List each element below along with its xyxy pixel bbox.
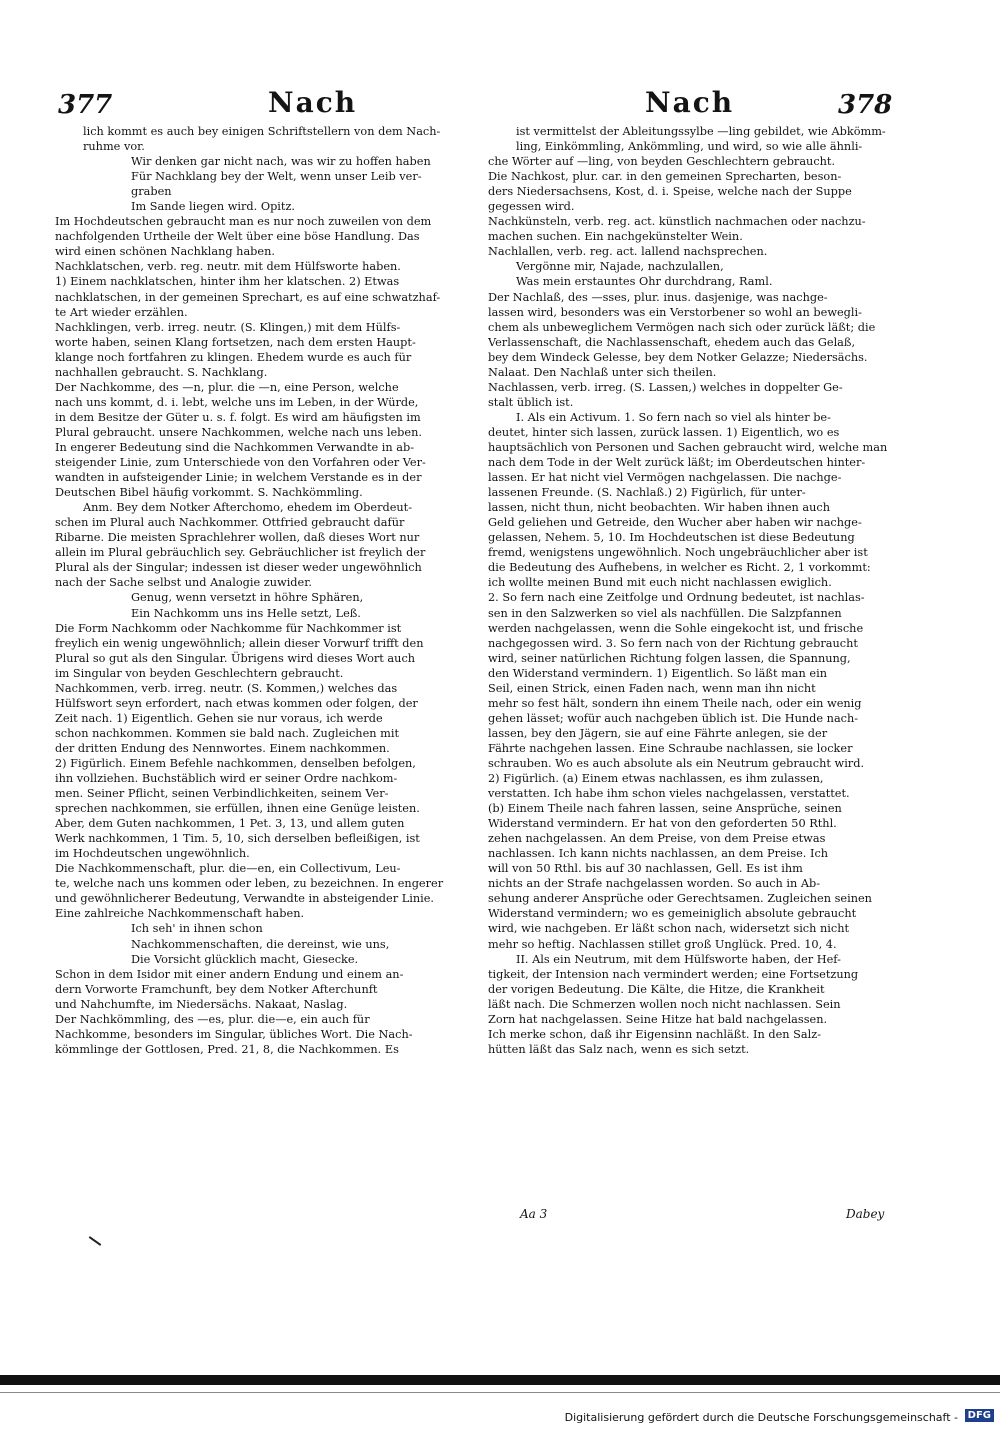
- text-line: nach dem Tode in der Welt zurück läßt; im Oberdeutschen hinter-: [488, 456, 866, 470]
- text-line: und gewöhnlicherer Bedeutung, Verwandte in absteigender Linie.: [55, 892, 434, 906]
- text-line: Ein Nachkomm uns ins Helle setzt, Leß.: [131, 606, 361, 620]
- text-line: mehr so heftig. Nachlassen stillet groß Unglück. Pred. 10, 4.: [488, 937, 837, 951]
- text-line: den Widerstand vermindern. 1) Eigentlich. So läßt man ein: [488, 666, 827, 680]
- text-line: der vorigen Bedeutung. Die Kälte, die Hitze, die Krankheit: [488, 982, 825, 996]
- text-line: nachfolgenden Urtheile der Welt über eine böse Handlung. Das: [55, 230, 420, 244]
- text-line: nachlassen. Ich kann nichts nachlassen, an dem Preise. Ich: [488, 847, 829, 861]
- text-line: Plural gebraucht. unsere Nachkommen, welche nach uns leben.: [55, 425, 422, 439]
- text-line: Nachklatschen, verb. reg. neutr. mit dem Hülfsworte haben.: [55, 260, 401, 274]
- text-line: lassen, nicht thun, nicht beobachten. Wir haben ihnen auch: [488, 501, 830, 515]
- text-line: zehen nachgelassen. An dem Preise, von dem Preise etwas: [488, 832, 826, 846]
- text-line: ders Niedersachsens, Kost, d. i. Speise, welche nach der Suppe: [488, 185, 852, 199]
- text-line: schrauben. Wo es auch absolute als ein Neutrum gebraucht wird.: [488, 756, 865, 770]
- text-line: (b) Einem Theile nach fahren lassen, seine Ansprüche, seinen: [488, 802, 842, 816]
- text-line: 1) Einem nachklatschen, hinter ihm her klatschen. 2) Etwas: [55, 275, 400, 289]
- text-line: Der Nachkomme, des —n, plur. die —n, eine Person, welche: [55, 380, 399, 394]
- text-line: fremd, wenigstens ungewöhnlich. Noch ungebräuchlicher aber ist: [488, 546, 868, 560]
- text-line: lassen, bey den Jägern, sie auf eine Fährte anlegen, sie der: [488, 726, 828, 740]
- text-line: wandten in aufsteigender Linie; in welchem Verstande es in der: [55, 471, 422, 485]
- text-line: sen in den Salzwerken so viel als nachfüllen. Die Salzpfannen: [488, 606, 842, 620]
- text-line: Aber, dem Guten nachkommen, 1 Pet. 3, 13, und allem guten: [55, 817, 405, 831]
- catchword: Dabey: [846, 1207, 885, 1221]
- bottom-rule-thin: [0, 1392, 1000, 1393]
- text-line: ihn vollziehen. Buchstäblich wird er seiner Ordre nachkom-: [55, 772, 398, 786]
- text-line: nachgegossen wird. 3. So fern nach von der Richtung gebraucht: [488, 636, 858, 650]
- text-line: ling, Einkömmling, Ankömmling, und wird, so wie alle ähnli-: [516, 140, 863, 154]
- text-line: Ich seh' in ihnen schon: [131, 922, 263, 936]
- text-line: Der Nachlaß, des —sses, plur. inus. dasjenige, was nachge-: [488, 290, 828, 304]
- signature-mark: Aa 3: [520, 1207, 548, 1221]
- text-line: Nachkommen, verb. irreg. neutr. (S. Kommen,) welches das: [55, 681, 398, 695]
- text-line: Ribarne. Die meisten Sprachlehrer wollen, daß dieses Wort nur: [55, 531, 420, 545]
- text-line: in dem Besitze der Güter u. s. f. folgt. Es wird am häufigsten im: [55, 410, 421, 424]
- text-line: Die Nachkommenschaft, plur. die—en, ein Collectivum, Leu-: [55, 862, 401, 876]
- text-line: 2. So fern nach eine Zeitfolge und Ordnung bedeutet, ist nachlas-: [488, 591, 865, 605]
- text-line: II. Als ein Neutrum, mit dem Hülfsworte haben, der Hef-: [516, 952, 841, 966]
- text-line: kömmlinge der Gottlosen, Pred. 21, 8, die Nachkommen. Es: [55, 1042, 399, 1056]
- left-column: [55, 124, 475, 1057]
- margin-mark: [89, 1236, 102, 1246]
- text-line: machen suchen. Ein nachgekünstelter Wein.: [488, 230, 743, 244]
- text-line: 2) Figürlich. (a) Einem etwas nachlassen, es ihm zulassen,: [488, 772, 824, 786]
- text-line: allein im Plural gebräuchlich sey. Gebräuchlicher ist freylich der: [55, 546, 426, 560]
- text-line: I. Als ein Activum. 1. So fern nach so viel als hinter be-: [516, 410, 831, 424]
- text-line: Wir denken gar nicht nach, was wir zu hoffen haben: [131, 155, 431, 169]
- text-line: Nalaat. Den Nachlaß unter sich theilen.: [488, 365, 717, 379]
- text-line: Nachlassen, verb. irreg. (S. Lassen,) welches in doppelter Ge-: [488, 380, 843, 394]
- text-line: wird, wie nachgeben. Er läßt schon nach, widersetzt sich nicht: [488, 922, 850, 936]
- text-line: sehung anderer Ansprüche oder Gerechtsamen. Zugleichen seinen: [488, 892, 872, 906]
- text-line: Die Vorsicht glücklich macht, Giesecke.: [131, 952, 359, 966]
- text-line: Widerstand vermindern; wo es gemeiniglich absolute gebraucht: [488, 907, 857, 921]
- text-line: Fährte nachgehen lassen. Eine Schraube nachlassen, sie locker: [488, 741, 853, 755]
- text-line: Deutschen Bibel häufig vorkommt. S. Nachkömmling.: [55, 486, 363, 500]
- page-number-left: 377: [58, 90, 113, 120]
- text-line: im Hochdeutschen ungewöhnlich.: [55, 847, 250, 861]
- text-line: ruhme vor.: [83, 140, 145, 154]
- text-line: stalt üblich ist.: [488, 395, 574, 409]
- text-line: te, welche nach uns kommen oder leben, zu bezeichnen. In engerer: [55, 877, 444, 891]
- text-line: lassenen Freunde. (S. Nachlaß.) 2) Figürlich, für unter-: [488, 486, 806, 500]
- text-line: der dritten Endung des Nennwortes. Einem nachkommen.: [55, 741, 390, 755]
- text-line: Plural als der Singular; indessen ist dieser weder ungewöhnlich: [55, 561, 422, 575]
- text-line: te Art wieder erzählen.: [55, 305, 188, 319]
- text-line: gegessen wird.: [488, 200, 575, 214]
- text-line: ist vermittelst der Ableitungssylbe —ling gebildet, wie Abkömm-: [516, 125, 886, 138]
- text-line: nachklatschen, in der gemeinen Sprechart, es auf eine schwatzhaf-: [55, 290, 441, 304]
- text-line: schen im Plural auch Nachkommer. Ottfried gebraucht dafür: [55, 516, 405, 530]
- text-line: Nachkomme, besonders im Singular, übliches Wort. Die Nach-: [55, 1027, 413, 1041]
- text-line: Vergönne mir, Najade, nachzulallen,: [516, 260, 724, 274]
- digitization-credit: Digitalisierung gefördert durch die Deutsche Forschungsgemeinschaft -: [564, 1411, 958, 1424]
- text-line: Nachlallen, verb. reg. act. lallend nachsprechen.: [488, 245, 768, 259]
- text-line: will von 50 Rthl. bis auf 30 nachlassen, Gell. Es ist ihm: [488, 862, 803, 876]
- text-line: Nachkünsteln, verb. reg. act. künstlich nachmachen oder nachzu-: [488, 215, 866, 229]
- text-line: worte haben, seinen Klang fortsetzen, nach dem ersten Haupt-: [55, 335, 416, 349]
- text-line: tigkeit, der Intension nach vermindert werden; eine Fortsetzung: [488, 967, 859, 981]
- text-line: hauptsächlich von Personen und Sachen gebraucht wird, welche man: [488, 440, 888, 454]
- text-line: Geld geliehen und Getreide, den Wucher aber haben wir nachge-: [488, 516, 862, 530]
- text-line: wird einen schönen Nachklang haben.: [55, 245, 275, 259]
- text-line: deutet, hinter sich lassen, zurück lassen. 1) Eigentlich, wo es: [488, 425, 840, 439]
- text-line: Nachkommenschaften, die dereinst, wie uns,: [131, 937, 390, 951]
- text-line: Die Form Nachkomm oder Nachkomme für Nachkommer ist: [55, 621, 402, 635]
- headword-right: Nach: [645, 86, 735, 119]
- text-line: Genug, wenn versetzt in höhre Sphären,: [131, 591, 364, 605]
- right-column: [488, 124, 890, 1057]
- text-line: sprechen nachkommen, sie erfüllen, ihnen eine Genüge leisten.: [55, 802, 420, 816]
- text-line: die Bedeutung des Aufhebens, in welcher es Richt. 2, 1 vorkommt:: [488, 561, 871, 575]
- text-line: Schon in dem Isidor mit einer andern Endung und einem an-: [55, 967, 404, 981]
- text-line: ich wollte meinen Bund mit euch nicht nachlassen ewiglich.: [488, 576, 832, 590]
- text-line: Was mein erstauntes Ohr durchdrang, Raml.: [516, 275, 773, 289]
- text-line: chem als unbeweglichem Vermögen nach sich oder zurück läßt; die: [488, 320, 876, 334]
- text-line: lich kommt es auch bey einigen Schriftstellern von dem Nach-: [83, 125, 441, 138]
- text-line: wird, seiner natürlichen Richtung folgen lassen, die Spannung,: [488, 651, 851, 665]
- headword-left: Nach: [268, 86, 358, 119]
- text-line: steigender Linie, zum Unterschiede von den Vorfahren oder Ver-: [55, 456, 426, 470]
- text-line: Hülfswort seyn erfordert, nach etwas kommen oder folgen, der: [55, 696, 418, 710]
- text-line: Im Sande liegen wird. Opitz.: [131, 200, 296, 214]
- text-line: Verlassenschaft, die Nachlassenschaft, ehedem auch das Gelaß,: [488, 335, 856, 349]
- text-line: läßt nach. Die Schmerzen wollen noch nicht nachlassen. Sein: [488, 997, 841, 1011]
- text-line: Die Nachkost, plur. car. in den gemeinen Sprecharten, beson-: [488, 170, 842, 184]
- text-line: hütten läßt das Salz nach, wenn es sich setzt.: [488, 1042, 750, 1056]
- text-line: Zorn hat nachgelassen. Seine Hitze hat bald nachgelassen.: [488, 1012, 828, 1026]
- text-line: Für Nachklang bey der Welt, wenn unser Leib ver-: [131, 170, 422, 184]
- text-line: und Nahchumfte, im Niedersächs. Nakaat, Naslag.: [55, 997, 348, 1011]
- text-line: Seil, einen Strick, einen Faden nach, wenn man ihn nicht: [488, 681, 816, 695]
- text-line: gehen lässet; wofür auch nachgeben üblich ist. Die Hunde nach-: [488, 711, 859, 725]
- text-line: bey dem Windeck Gelesse, bey dem Notker Gelazze; Niedersächs.: [488, 350, 868, 364]
- text-line: mehr so fest hält, sondern ihn einem Theile nach, oder ein wenig: [488, 696, 862, 710]
- text-line: klange noch fortfahren zu klingen. Ehedem wurde es auch für: [55, 350, 412, 364]
- page-number-right: 378: [838, 90, 893, 120]
- text-line: Der Nachkömmling, des —es, plur. die—e, ein auch für: [55, 1012, 370, 1026]
- text-line: nach der Sache selbst und Analogie zuwider.: [55, 576, 312, 590]
- text-line: Ich merke schon, daß ihr Eigensinn nachläßt. In den Salz-: [488, 1027, 822, 1041]
- text-line: che Wörter auf —ling, von beyden Geschlechtern gebraucht.: [488, 155, 836, 169]
- text-line: Zeit nach. 1) Eigentlich. Gehen sie nur voraus, ich werde: [55, 711, 383, 725]
- text-line: Anm. Bey dem Notker Afterchomo, ehedem im Oberdeut-: [83, 501, 413, 515]
- text-line: im Singular von beyden Geschlechtern gebraucht.: [55, 666, 344, 680]
- text-line: lassen wird, besonders was ein Verstorbener so wohl an bewegli-: [488, 305, 862, 319]
- text-line: Widerstand vermindern. Er hat von den geforderten 50 Rthl.: [488, 817, 837, 831]
- text-line: verstatten. Ich habe ihm schon vieles nachgelassen, verstattet.: [488, 787, 850, 801]
- dfg-logo: DFG: [965, 1409, 994, 1422]
- text-line: graben: [131, 185, 172, 199]
- text-line: freylich ein wenig ungewöhnlich; allein dieser Vorwurf trifft den: [55, 636, 424, 650]
- bottom-rule: [0, 1375, 1000, 1385]
- text-line: lassen. Er hat nicht viel Vermögen nachgelassen. Die nachge-: [488, 471, 842, 485]
- text-line: Werk nachkommen, 1 Tim. 5, 10, sich derselben befleißigen, ist: [55, 832, 420, 846]
- text-line: 2) Figürlich. Einem Befehle nachkommen, denselben befolgen,: [55, 756, 416, 770]
- text-line: Nachklingen, verb. irreg. neutr. (S. Klingen,) mit dem Hülfs-: [55, 320, 401, 334]
- text-line: gelassen, Nehem. 5, 10. Im Hochdeutschen ist diese Bedeutung: [488, 531, 855, 545]
- text-line: dern Vorworte Framchunft, bey dem Notker Afterchunft: [55, 982, 378, 996]
- text-line: nichts an der Strafe nachgelassen worden. So auch in Ab-: [488, 877, 821, 891]
- text-line: nach uns kommt, d. i. lebt, welche uns im Leben, in der Würde,: [55, 395, 419, 409]
- text-line: men. Seiner Pflicht, seinen Verbindlichkeiten, seinem Ver-: [55, 787, 389, 801]
- text-line: schon nachkommen. Kommen sie bald nach. Zugleichen mit: [55, 726, 399, 740]
- text-line: Plural so gut als den Singular. Übrigens wird dieses Wort auch: [55, 651, 416, 665]
- text-line: nachhallen gebraucht. S. Nachklang.: [55, 365, 268, 379]
- text-line: Eine zahlreiche Nachkommenschaft haben.: [55, 907, 305, 921]
- text-line: Im Hochdeutschen gebraucht man es nur noch zuweilen von dem: [55, 215, 432, 229]
- text-line: In engerer Bedeutung sind die Nachkommen Verwandte in ab-: [55, 440, 415, 454]
- text-line: werden nachgelassen, wenn die Sohle eingekocht ist, und frische: [488, 621, 864, 635]
